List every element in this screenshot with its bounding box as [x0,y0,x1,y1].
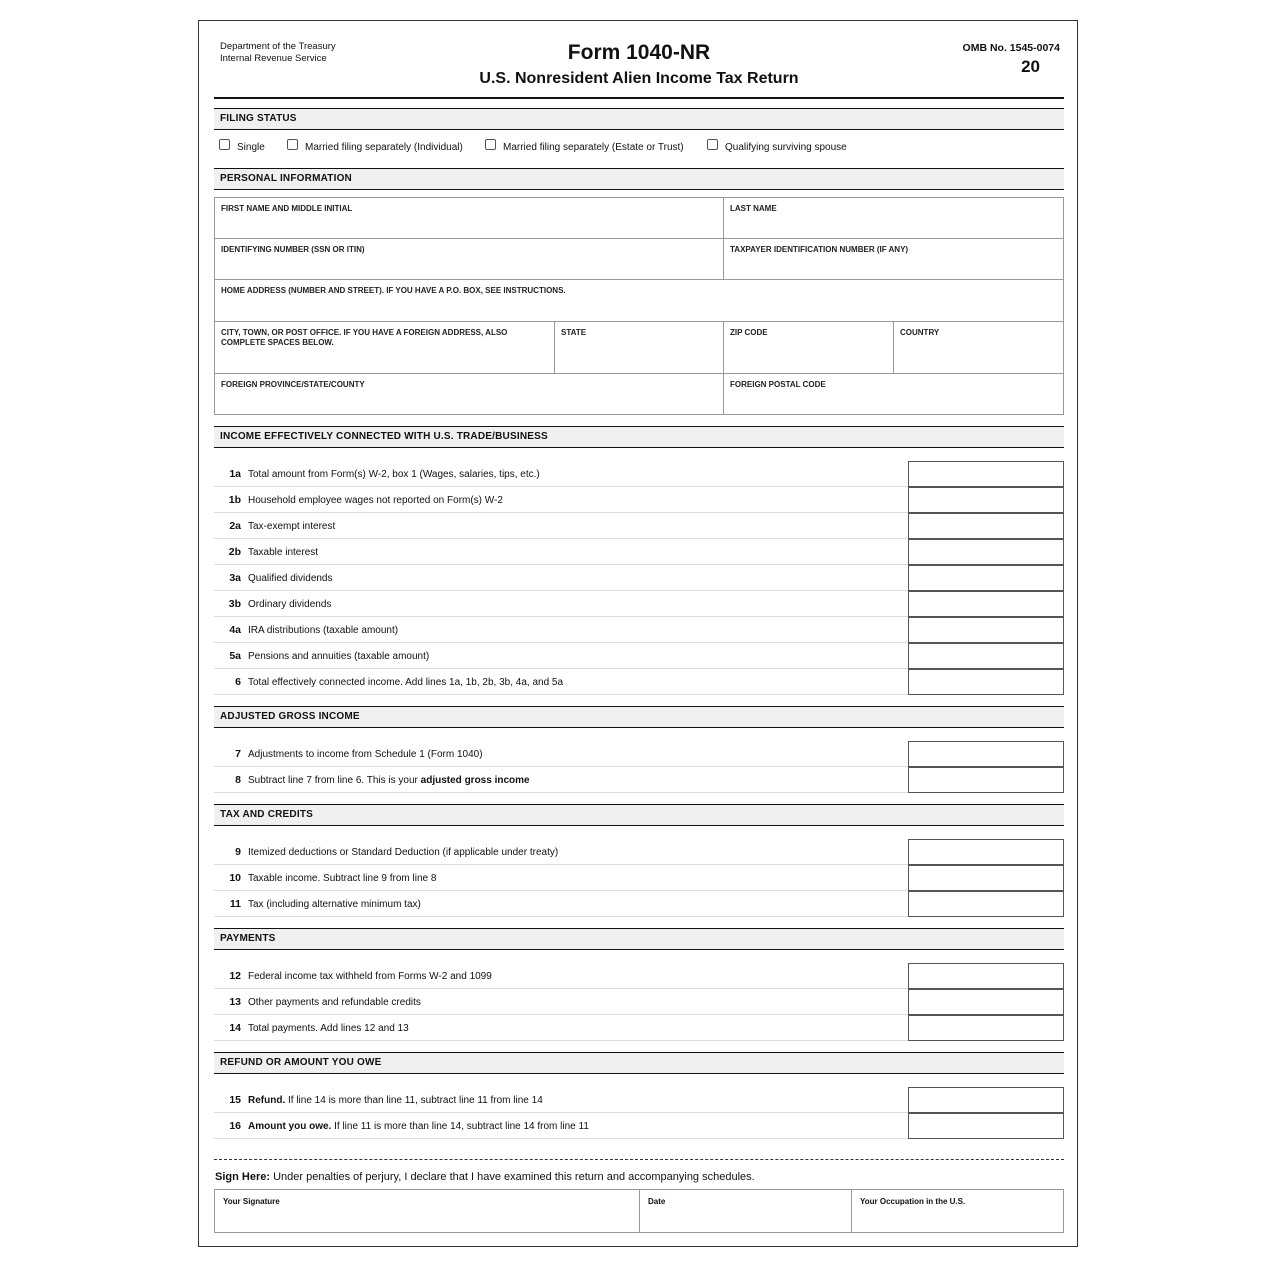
home-address-field[interactable]: HOME ADDRESS (NUMBER AND STREET). IF YOU HAVE A P.O. BOX, SEE INSTRUCTIONS. [215,280,1063,322]
tin-field[interactable]: TAXPAYER IDENTIFICATION NUMBER (IF ANY) [724,239,1063,280]
line-description: Taxable interest [248,547,319,558]
filing-status-single[interactable] [219,139,265,153]
line-number: 15 [229,1094,241,1106]
line-1b [214,487,1064,513]
checkbox-single[interactable] [219,139,230,150]
line-number: 3a [229,572,241,584]
agi-heading: ADJUSTED GROSS INCOME [214,706,1064,728]
line-4a [214,617,1064,643]
line-number: 13 [229,996,241,1008]
line-number: 9 [235,846,241,858]
dashed-divider [214,1159,1064,1160]
line-number: 12 [229,970,241,982]
line-description: Household employee wages not reported on Form(s) W-2 [248,495,503,506]
identifying-number-field[interactable]: IDENTIFYING NUMBER (SSN OR ITIN) [215,239,724,280]
line-number: 5a [229,650,241,662]
line-description: Tax-exempt interest [248,521,336,532]
line-15 [214,1087,1064,1113]
amount-input[interactable] [908,963,1064,989]
line-12 [214,963,1064,989]
state-field[interactable]: STATE [555,322,724,374]
line-description-bold: Refund. [248,1095,286,1106]
line-number: 2a [229,520,241,532]
filing-status-label: Qualifying surviving spouse [725,142,847,153]
amount-input[interactable] [908,1113,1064,1139]
foreign-postal-code-field[interactable]: FOREIGN POSTAL CODE [730,380,826,389]
amount-input[interactable] [908,565,1064,591]
sign-here-statement [215,1171,755,1183]
amount-input[interactable] [908,539,1064,565]
line-number: 7 [235,748,241,760]
last-name-field[interactable]: LAST NAME [724,198,1063,239]
line-description-text: Subtract line 7 from line 6. This is your [248,775,421,786]
amount-input[interactable] [908,839,1064,865]
country-field[interactable]: COUNTRY [894,322,1063,374]
line-description: Adjustments to income from Schedule 1 (Form 1040) [248,749,483,760]
line-description: Total amount from Form(s) W-2, box 1 (Wages, salaries, tips, etc.) [248,469,540,480]
amount-input[interactable] [908,643,1064,669]
checkbox-mfs-estate[interactable] [485,139,496,150]
line-description-text: If line 11 is more than line 14, subtract line 14 from line 11 [331,1121,589,1132]
amount-input[interactable] [908,461,1064,487]
form-header [214,21,1064,99]
amount-input[interactable] [908,1087,1064,1113]
dept-line-2: Internal Revenue Service [220,53,327,64]
filing-status-heading: FILING STATUS [214,108,1064,130]
tax-year: 20 [1021,57,1040,76]
checkbox-mfs-individual[interactable] [287,139,298,150]
omb-number: OMB No. 1545-0074 [962,42,1060,54]
line-14 [214,1015,1064,1041]
filing-status-mfs-estate[interactable] [485,139,684,153]
amount-input[interactable] [908,513,1064,539]
line-1a [214,461,1064,487]
line-description: Ordinary dividends [248,599,332,610]
line-description [248,1095,543,1106]
line-description [248,775,530,786]
amount-input[interactable] [908,891,1064,917]
amount-input[interactable] [908,487,1064,513]
filing-status-mfs-individual[interactable] [287,139,463,153]
line-description-text: If line 14 is more than line 11, subtract line 11 from line 14 [285,1095,543,1106]
line-description-bold: Amount you owe. [248,1121,332,1132]
line-13 [214,989,1064,1015]
line-description: IRA distributions (taxable amount) [248,625,399,636]
payments-heading: PAYMENTS [214,928,1064,950]
filing-status-label: Single [237,142,265,153]
sign-here-label: Sign Here: [215,1171,271,1183]
line-description [248,1121,589,1132]
line-description: Qualified dividends [248,573,333,584]
line-number: 8 [235,774,241,786]
form-subtitle: U.S. Nonresident Alien Income Tax Return [479,70,799,87]
occupation-field[interactable]: Your Occupation in the U.S. [860,1197,966,1206]
line-3b [214,591,1064,617]
personal-info-heading: PERSONAL INFORMATION [214,168,1064,190]
line-number: 6 [235,676,241,688]
amount-input[interactable] [908,1015,1064,1041]
line-8 [214,767,1064,793]
line-number: 10 [229,872,241,884]
form-page [198,20,1078,1247]
perjury-statement: Under penalties of perjury, I declare that I have examined this return and accompanying schedules. [270,1171,755,1183]
amount-input[interactable] [908,989,1064,1015]
line-2b [214,539,1064,565]
signature-field[interactable]: Your Signature [215,1190,640,1232]
zip-code-field[interactable]: ZIP CODE [724,322,894,374]
line-2a [214,513,1064,539]
amount-input[interactable] [908,865,1064,891]
income-heading: INCOME EFFECTIVELY CONNECTED WITH U.S. TRADE/BUSINESS [214,426,1064,448]
line-5a [214,643,1064,669]
filing-status-label: Married filing separately (Estate or Trust) [503,142,684,153]
line-number: 11 [229,898,241,910]
refund-heading: REFUND OR AMOUNT YOU OWE [214,1052,1064,1074]
line-number: 2b [228,546,241,558]
line-description: Total effectively connected income. Add lines 1a, 1b, 2b, 3b, 4a, and 5a [248,677,564,688]
line-description: Taxable income. Subtract line 9 from line 8 [248,873,437,884]
line-number: 1b [228,494,241,506]
tax-credits-heading: TAX AND CREDITS [214,804,1064,826]
line-description-bold: adjusted gross income [420,775,530,786]
amount-input[interactable] [908,617,1064,643]
line-description: Pensions and annuities (taxable amount) [248,651,430,662]
line-number: 3b [228,598,241,610]
form-title: Form 1040-NR [567,41,711,64]
filing-status-qss[interactable] [707,139,847,153]
filing-status-options [214,139,1064,165]
amount-input[interactable] [908,741,1064,767]
first-name-field[interactable]: FIRST NAME AND MIDDLE INITIAL [215,198,724,239]
line-number: 14 [229,1022,241,1034]
line-number: 16 [229,1120,241,1132]
foreign-province-field[interactable]: FOREIGN PROVINCE/STATE/COUNTY [215,374,724,414]
signature-block [214,1189,1064,1233]
filing-status-label: Married filing separately (Individual) [305,142,463,153]
line-description: Other payments and refundable credits [248,997,421,1008]
line-description: Tax (including alternative minimum tax) [248,899,421,910]
line-16 [214,1113,1064,1139]
line-description: Itemized deductions or Standard Deduction (if applicable under treaty) [248,847,559,858]
line-10 [214,865,1064,891]
checkbox-qss[interactable] [707,139,718,150]
line-7 [214,741,1064,767]
amount-input[interactable] [908,669,1064,695]
dept-line-1: Department of the Treasury [220,41,336,52]
line-number: 1a [229,468,241,480]
line-description: Total payments. Add lines 12 and 13 [248,1023,409,1034]
line-3a [214,565,1064,591]
amount-input[interactable] [908,767,1064,793]
line-description: Federal income tax withheld from Forms W-2 and 1099 [248,971,492,982]
city-field[interactable]: CITY, TOWN, OR POST OFFICE. IF YOU HAVE A FOREIGN ADDRESS, ALSO COMPLETE SPACES BELOW. [215,322,555,374]
date-field[interactable]: Date [640,1190,852,1232]
line-9 [214,839,1064,865]
line-number: 4a [229,624,241,636]
personal-info-grid [214,197,1064,415]
line-6 [214,669,1064,695]
line-11 [214,891,1064,917]
amount-input[interactable] [908,591,1064,617]
